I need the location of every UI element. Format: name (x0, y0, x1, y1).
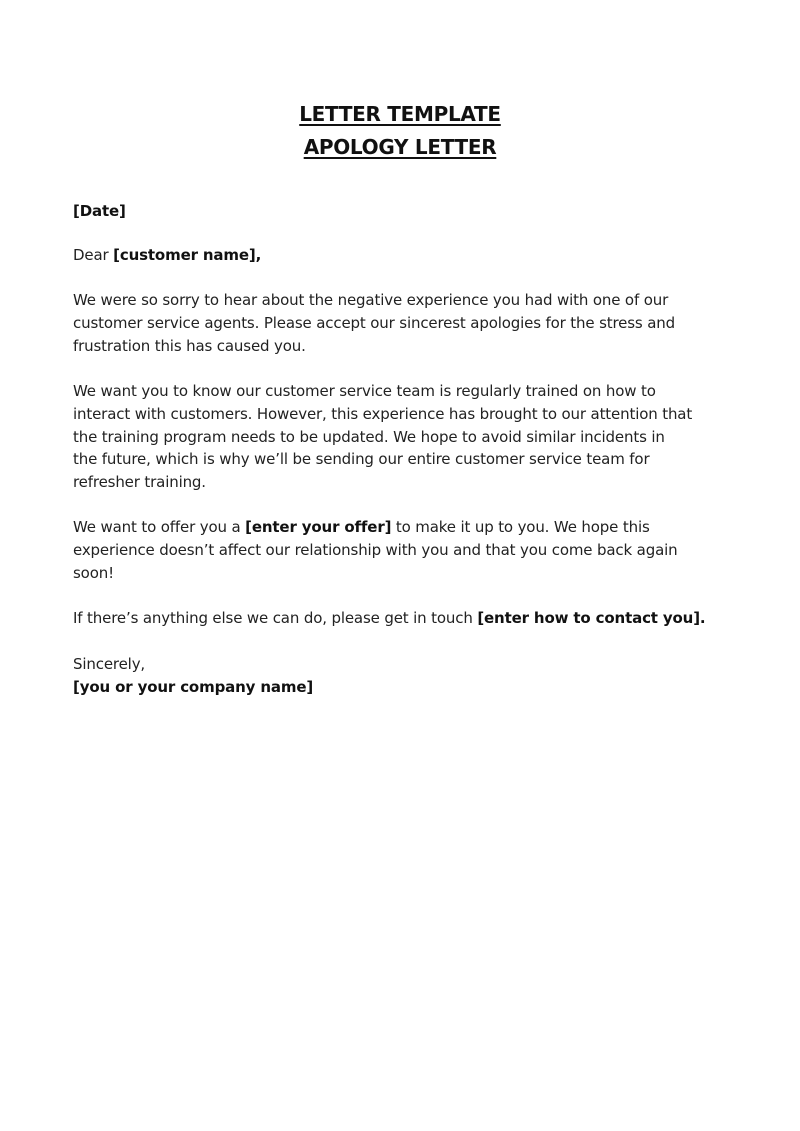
paragraph-apology (73, 289, 738, 357)
paragraph-line: frustration this has caused you. (73, 336, 306, 355)
offer-line-suffix: to make it up to you. We hope this (391, 518, 650, 536)
greeting-prefix: Dear (73, 246, 114, 264)
paragraph-line (73, 516, 738, 539)
paragraph-line: the training program needs to be updated. We hope to avoid similar incidents in (73, 427, 665, 446)
paragraph-line: We were so sorry to hear about the negative experience you had with one of our (73, 291, 669, 309)
contact-prefix: If there’s anything else we can do, please get in touch (73, 609, 478, 627)
paragraph-line: experience doesn’t affect our relationship with you and that you come back again (73, 540, 678, 559)
paragraph-line: refresher training. (73, 473, 206, 492)
signature-placeholder: [you or your company name] (73, 678, 314, 696)
paragraph-line: the future, which is why we’ll be sending our entire customer service team for (73, 450, 650, 469)
title-letter-template: LETTER TEMPLATE (299, 102, 501, 126)
paragraph-offer (73, 516, 738, 584)
greeting (73, 244, 738, 267)
paragraph-line: interact with customers. However, this experience has brought to our attention that (73, 404, 693, 423)
letter-title (0, 98, 800, 164)
closing: Sincerely, (73, 655, 146, 673)
date-placeholder: [Date] (73, 202, 126, 220)
paragraph-line: We want you to know our customer service team is regularly trained on how to (73, 382, 656, 400)
title-apology-letter: APOLOGY LETTER (303, 135, 497, 159)
contact-placeholder: [enter how to contact you]. (477, 609, 706, 627)
paragraph-line: customer service agents. Please accept our sincerest apologies for the stress and (73, 313, 675, 332)
customer-name-placeholder: [customer name], (113, 246, 262, 264)
paragraph-contact (73, 607, 738, 630)
offer-line-prefix: We want to offer you a (73, 518, 246, 536)
paragraph-training (73, 380, 738, 494)
offer-placeholder: [enter your offer] (245, 518, 392, 536)
paragraph-line: soon! (73, 563, 114, 582)
